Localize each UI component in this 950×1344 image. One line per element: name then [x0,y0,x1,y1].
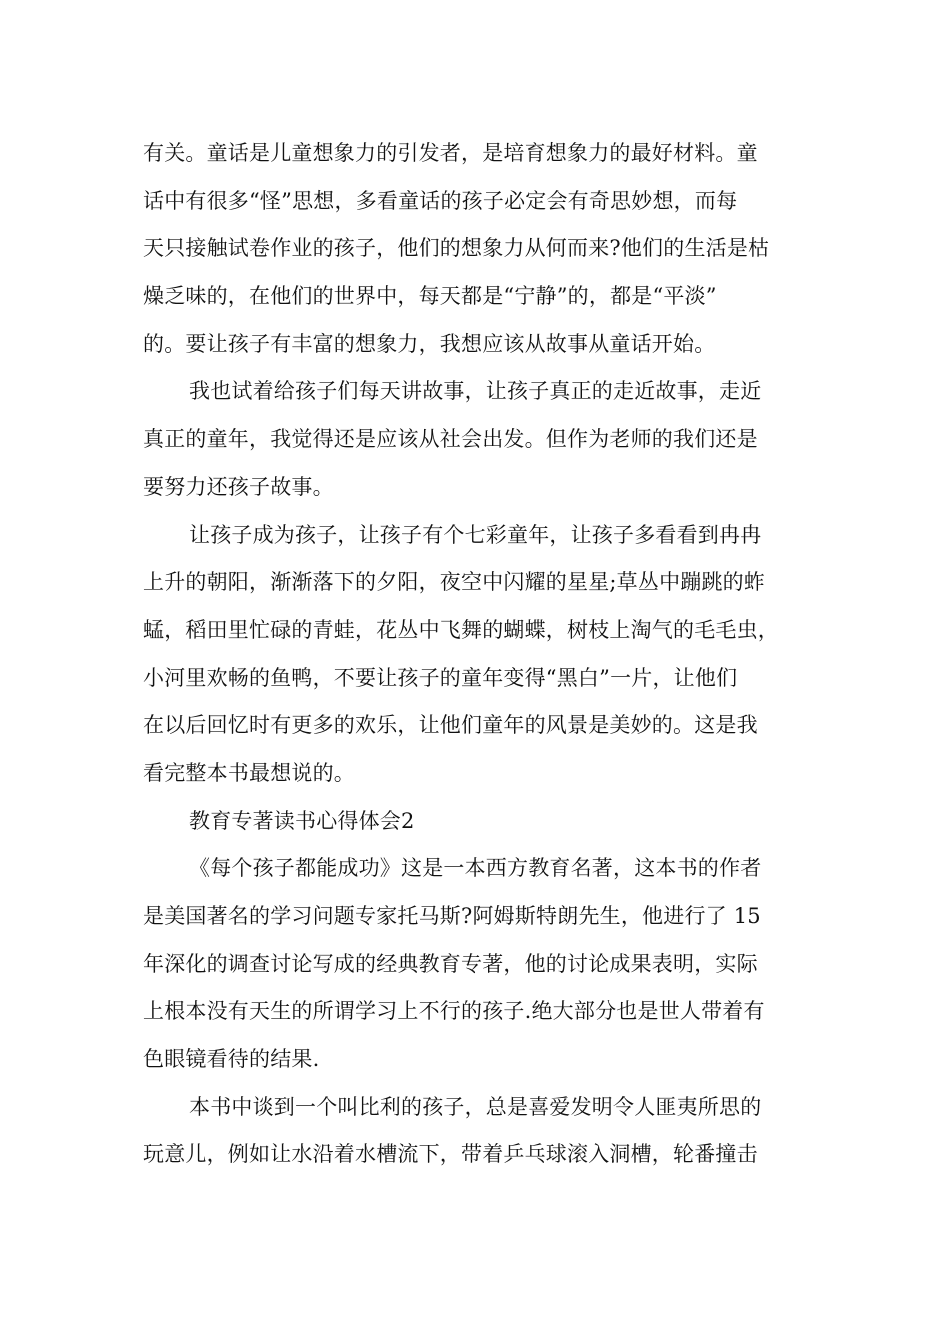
text-line: 要努力还孩子故事。 [143,474,334,499]
section-heading: 教育专著读书心得体会2 [189,808,415,833]
text-line: 燥乏味的，在他们的世界中，每天都是“宁静”的，都是“平淡” [143,284,717,309]
text-line: 小河里欢畅的鱼鸭，不要让孩子的童年变得“黑白”一片，让他们 [143,665,738,690]
body-text [143,130,811,1179]
text-line: 上根本没有天生的所谓学习上不行的孩子.绝大部分也是世人带着有 [143,999,765,1024]
text-line: 蜢，稻田里忙碌的青蛙，花丛中飞舞的蝴蝶，树枝上淘气的毛毛虫， [143,617,779,642]
text-line: 是美国著名的学习问题专家托马斯?阿姆斯特朗先生，他进行了 15 [143,904,761,928]
text-line: 天只接触试卷作业的孩子，他们的想象力从何而来?他们的生活是枯 [143,236,770,261]
text-line: 年深化的调查讨论写成的经典教育专著，他的讨论成果表明，实际 [143,951,758,976]
text-line: 玩意儿，例如让水沿着水槽流下，带着乒乓球滚入洞槽，轮番撞击 [143,1142,758,1167]
text-line: 色眼镜看待的结果. [143,1047,320,1072]
text-line: 《每个孩子都能成功》这是一本西方教育名著，这本书的作者 [189,856,762,881]
text-line: 我也试着给孩子们每天讲故事，让孩子真正的走近故事，走近 [189,379,762,404]
text-line: 真正的童年，我觉得还是应该从社会出发。但作为老师的我们还是 [143,427,758,452]
text-line: 在以后回忆时有更多的欢乐，让他们童年的风景是美妙的。这是我 [143,713,758,738]
text-line: 话中有很多“怪”思想，多看童话的孩子必定会有奇思妙想，而每 [143,188,738,213]
text-line: 有关。童话是儿童想象力的引发者，是培育想象力的最好材料。童 [143,141,758,165]
text-line: 让孩子成为孩子，让孩子有个七彩童年，让孩子多看看到冉冉 [189,522,762,547]
text-line: 本书中谈到一个叫比利的孩子，总是喜爱发明令人匪夷所思的 [189,1094,762,1119]
text-line: 的。要让孩子有丰富的想象力，我想应该从故事从童话开始。 [143,331,716,356]
text-line: 看完整本书最想说的。 [143,760,355,785]
text-line: 上升的朝阳，渐渐落下的夕阳，夜空中闪耀的星星;草丛中蹦跳的蚱 [143,570,766,595]
